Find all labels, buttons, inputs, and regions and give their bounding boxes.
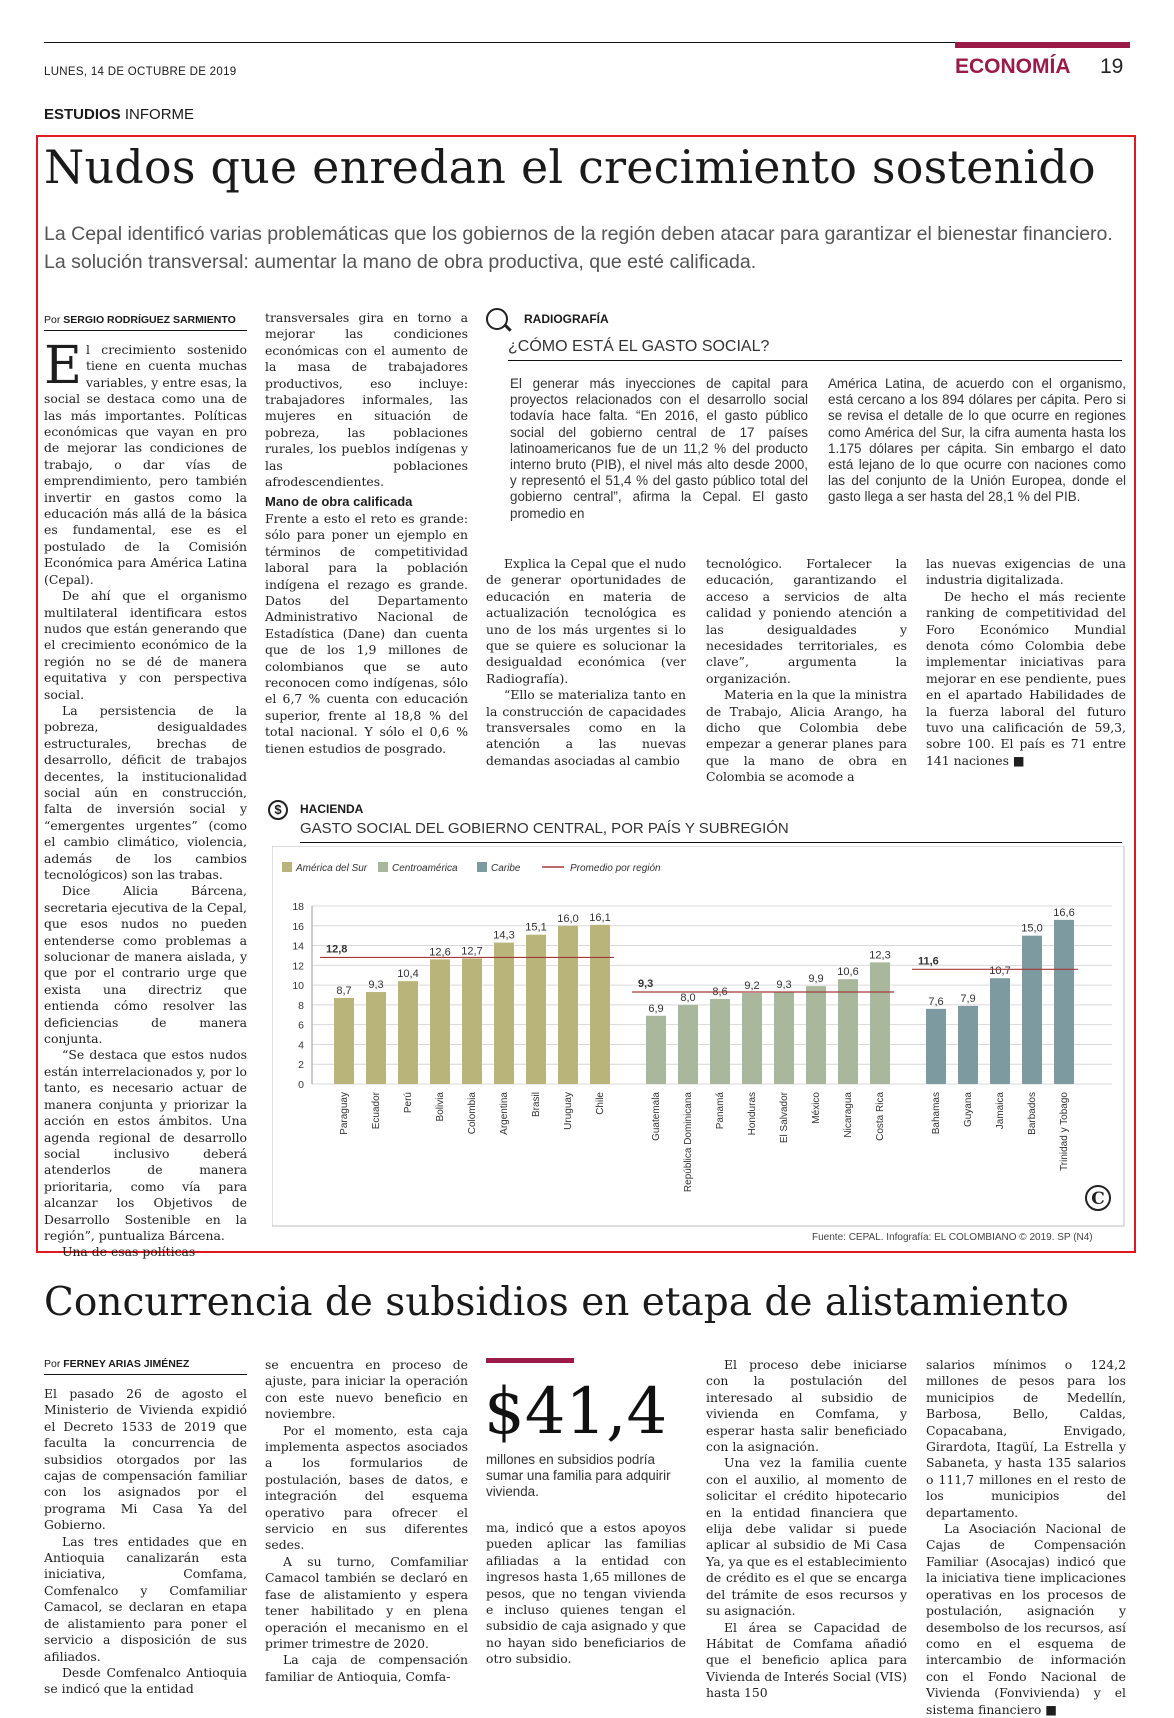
issue-date: LUNES, 14 DE OCTUBRE DE 2019 xyxy=(44,66,237,78)
paragraph: Frente a esto el reto es grande: sólo para poner un ejemplo en términos de competitividad laboral para la población indígena el rezago es grande. Datos del Departamento Administrativo Nacional de Estadística (Dane) dan cuenta que de los 1,9 millones de colombianos que se auto reconocen como indígenas, sólo el 6,7 % cuenta con educación superior, frente al 18,8 % del total nacional. Y sólo el 0,6 % tienen estudios de posgrado. xyxy=(265,510,468,756)
category-label: Trinidad y Tobago xyxy=(1059,1092,1070,1171)
byline-rule xyxy=(44,1374,247,1375)
paragraph: Explica la Cepal que el nudo de generar oportunidades de educación en materia de actualización tecnológica es uno de los más urgentes si lo que se quiere es solucionar la desigualdad económica (ver Radiografía). xyxy=(486,556,686,686)
paragraph xyxy=(44,336,247,588)
average-label: 11,6 xyxy=(918,955,939,968)
bar xyxy=(838,979,858,1084)
y-tick-label: 6 xyxy=(298,1019,304,1032)
radiografia-rule xyxy=(508,360,1122,361)
bar-value-label: 7,9 xyxy=(960,992,976,1005)
legend-entry: Caribe xyxy=(491,863,521,874)
category-label: Costa Rica xyxy=(875,1092,886,1141)
average-label: 9,3 xyxy=(638,978,654,991)
category-label: Panamá xyxy=(715,1092,726,1130)
byline-prefix: Por xyxy=(44,1358,61,1370)
article2-title: Concurrencia de subsidios en etapa de alistamiento xyxy=(44,1280,1069,1325)
bar xyxy=(806,986,826,1084)
bar-value-label: 16,1 xyxy=(589,911,611,924)
dollar-icon: $ xyxy=(268,800,288,820)
article-column-2 xyxy=(265,310,468,757)
radiografia-title: ¿CÓMO ESTÁ EL GASTO SOCIAL? xyxy=(508,338,770,355)
bar xyxy=(462,958,482,1084)
bar-value-label: 16,6 xyxy=(1053,906,1075,919)
bar-value-label: 9,3 xyxy=(776,979,792,992)
article-deck: La Cepal identificó varias problemáticas que los gobiernos de la región deben atacar para garantizar el bienestar financiero. La solución transversal: aumentar la mano de obra productiva, que esté calificada. xyxy=(44,223,1113,273)
paragraph: Desde Comfenalco Antioquia se indicó que la entidad xyxy=(44,1664,247,1697)
bar xyxy=(590,925,610,1084)
bar xyxy=(742,993,762,1084)
y-tick-label: 4 xyxy=(298,1039,304,1052)
bar xyxy=(958,1006,978,1084)
y-tick-label: 10 xyxy=(292,980,304,993)
bar-value-label: 12,3 xyxy=(869,949,891,962)
bar-value-label: 8,0 xyxy=(680,991,696,1004)
y-tick-label: 14 xyxy=(292,940,304,953)
bar xyxy=(558,926,578,1084)
y-tick-label: 16 xyxy=(292,920,304,933)
paragraph: “Ello se materializa tanto en la construcción de capacidades transversales como en la atención a las nuevas demandas asociadas al cambio xyxy=(486,687,686,768)
bar xyxy=(1054,920,1074,1084)
category-label: México xyxy=(811,1092,822,1124)
bar xyxy=(366,992,386,1084)
category-label: Uruguay xyxy=(563,1092,574,1130)
average-label: 12,8 xyxy=(326,943,348,956)
category-label: Barbados xyxy=(1027,1092,1038,1135)
bar-value-label: 7,6 xyxy=(928,995,944,1008)
chart xyxy=(272,846,1128,1232)
bar xyxy=(430,959,450,1084)
bar-value-label: 14,3 xyxy=(493,929,515,942)
article2-column-3 xyxy=(486,1520,686,1668)
bar-value-label: 9,2 xyxy=(744,980,760,993)
legend-swatch xyxy=(378,862,388,872)
paragraph: Dice Alicia Bárcena, secretaria ejecutiva de la Cepal, que esos nudos no pueden entenderse como problemas a solucionar de manera aislada, y que por el contrario urge que exista una directriz que entienda cómo resolver las deficiencias de manera conjunta. xyxy=(44,883,247,1047)
article-column-4 xyxy=(706,556,907,786)
paragraph: La caja de compensación familiar de Antioquia, Comfa- xyxy=(265,1652,468,1684)
category-label: Nicaragua xyxy=(843,1092,854,1138)
category-label: Chile xyxy=(595,1092,606,1115)
radiografia-text-right: América Latina, de acuerdo con el organismo, está cercano a los 894 dólares per cápita. Pero si se revisa el detalle de lo que ocurre en regiones como América del Sur, la cifra aumenta hasta los 1.175 dólares per cápita. Sin embargo el dato está lejano de lo que ocurre con naciones como las del conjunto de la Unión Europea, donde el gasto llega a ser hasta del 28,1 % del PIB. xyxy=(828,376,1126,505)
bar xyxy=(926,1009,946,1084)
byline-rule xyxy=(44,330,247,331)
category-label: Honduras xyxy=(747,1092,758,1136)
bar xyxy=(710,999,730,1084)
legend-entry: Promedio por región xyxy=(570,863,661,874)
bar xyxy=(1022,936,1042,1084)
article2-column-4 xyxy=(706,1357,907,1702)
category-label: Perú xyxy=(403,1092,414,1114)
category-label: Ecuador xyxy=(371,1092,382,1130)
paragraph: las nuevas exigencias de una industria digitalizada. xyxy=(926,556,1126,588)
category-label: Colombia xyxy=(467,1092,478,1135)
stat-value: $41,4 xyxy=(484,1375,668,1449)
radiografia-text-left: El generar más inyecciones de capital para proyectos relacionados con el desarrollo social todavía hace falta. “En 2016, el gasto público social del gobierno central de 17 países latinoamericanos fue de un 11,2 % del producto interno bruto (PIB), el nivel más alto desde 2000, y representó el 51,4 % del gasto público total del gobierno central”, afirma la Cepal. El gasto promedio en xyxy=(510,376,808,521)
legend-swatch xyxy=(282,862,292,872)
bar-value-label: 15,1 xyxy=(525,921,547,934)
category-label: República Dominicana xyxy=(683,1092,694,1193)
bar-value-label: 9,9 xyxy=(808,973,824,986)
legend-entry: América del Sur xyxy=(296,863,368,874)
paragraph: La persistencia de la pobreza, desigualdades estructurales, brechas de desarrollo, déficit de trabajos decentes, la institucionalidad social aún en construcción, falta de inversión social y “emergentes urgentes” (como el cambio climático, violencia, además de los cambios tecnológicos) son las trabas. xyxy=(44,702,247,882)
bar xyxy=(774,992,794,1084)
y-tick-label: 18 xyxy=(292,901,304,913)
paragraph: La Asociación Nacional de Cajas de Compensación Familiar (Asocajas) indicó que la iniciativa tiene implicaciones operativas en los procesos de postulación, asignación y desembolso de los recursos, así como en el esquema de intercambio de información con el Fondo Nacional de Vivienda (Fonvivienda) y el sistema financiero ■ xyxy=(926,1521,1126,1717)
paragraph: tecnológico. Fortalecer la educación, garantizando el acceso a servicios de alta calidad y poniendo atención a las desigualdades y necesidades territoriales, es clave”, argumenta la organización. xyxy=(706,556,907,686)
byline-name: SERGIO RODRÍGUEZ SARMIENTO xyxy=(63,314,236,326)
kicker-light: INFORME xyxy=(124,106,195,123)
article2-column-1 xyxy=(44,1386,247,1698)
category-label: Bolivia xyxy=(435,1092,446,1122)
paragraph: Una vez la familia cuente con el auxilio, al momento de solicitar el crédito hipotecario en la entidad financiera que elija debe validar si puede aplicar al subsidio de Mi Casa Ya, ya que es el establecimiento de crédito es el que se encarga del trámite de esos recursos y su asignación. xyxy=(706,1455,907,1619)
paragraph: De ahí que el organismo multilateral identificara estos nudos que están generando que el crecimiento económico de la región no se dé de manera equitativa y con perspectiva social. xyxy=(44,588,247,702)
bar-value-label: 8,7 xyxy=(336,984,352,997)
byline-name: FERNEY ARIAS JIMÉNEZ xyxy=(63,1358,190,1370)
kicker xyxy=(44,106,194,123)
subhead: Mano de obra calificada xyxy=(265,494,413,510)
article-title: Nudos que enredan el crecimiento sostenido xyxy=(44,140,1096,194)
bar xyxy=(646,1016,666,1084)
category-label: El Salvador xyxy=(779,1092,790,1144)
bar-value-label: 6,9 xyxy=(648,1002,664,1015)
paragraph: se encuentra en proceso de ajuste, para iniciar la operación con este nuevo beneficio en noviembre. xyxy=(265,1357,468,1422)
bar-value-label: 12,7 xyxy=(461,945,483,958)
paragraph: Por el momento, esta caja implementa aspectos asociados a los formularios de postulación, bases de datos, e integración del esquema operativo para ofrecer el servicio en sus diferentes sedes. xyxy=(265,1422,468,1553)
paragraph: De hecho el más reciente ranking de competitividad del Foro Económico Mundial denota cómo Colombia debe implementar iniciativas para mejorar en ese pendiente, pues en el apartado Habilidades de la fuerza laboral del futuro tuvo una calificación de 59,3, sobre 100. El país es 71 entre 141 naciones ■ xyxy=(926,588,1126,768)
y-tick-label: 12 xyxy=(292,960,304,973)
kicker-bold: ESTUDIOS xyxy=(44,106,121,123)
bar-value-label: 8,6 xyxy=(712,985,728,998)
chart-title: GASTO SOCIAL DEL GOBIERNO CENTRAL, POR PAÍS Y SUBREGIÓN xyxy=(300,820,789,837)
page-number: 19 xyxy=(1100,55,1124,78)
stat-accent-bar xyxy=(486,1358,574,1363)
bar xyxy=(334,998,354,1084)
bar xyxy=(990,978,1010,1084)
article-column-3 xyxy=(486,556,686,769)
section-name: ECONOMÍA xyxy=(955,55,1071,78)
stat-caption: millones en subsidios podría sumar una familia para adquirir vivienda. xyxy=(486,1452,671,1499)
legend-entry: Centroamérica xyxy=(392,863,458,874)
paragraph: Materia en la que la ministra de Trabajo, Alicia Arango, ha dicho que Colombia debe empezar a generar planes para que la mano de obra en Colombia se acomode a xyxy=(706,687,907,785)
bar-value-label: 16,0 xyxy=(557,912,579,925)
article-column-1 xyxy=(44,336,247,1261)
bar xyxy=(398,981,418,1084)
y-tick-label: 0 xyxy=(298,1079,304,1091)
bar-value-label: 10,6 xyxy=(837,966,859,979)
publisher-logo: C xyxy=(1091,1189,1105,1209)
category-label: Guyana xyxy=(963,1092,974,1128)
y-tick-label: 8 xyxy=(298,999,304,1012)
category-label: Bahamas xyxy=(931,1092,942,1135)
paragraph: Las tres entidades que en Antioquia canalizarán esta iniciativa, Comfama, Comfenalco y Comfamiliar Camacol, se declaran en etapa de alistamiento para poner el servicio a disposición de sus afiliados. xyxy=(44,1533,247,1664)
paragraph: El proceso debe iniciarse con la postulación del interesado al subsidio de vivienda en Comfama, y esperar hasta salir beneficiado con la asignación. xyxy=(706,1357,907,1455)
category-label: Jamaica xyxy=(995,1092,1006,1130)
bar xyxy=(678,1005,698,1084)
radiografia-label: RADIOGRAFÍA xyxy=(524,312,609,326)
bar-value-label: 15,0 xyxy=(1021,922,1043,935)
category-label: Argentina xyxy=(499,1092,510,1135)
bar-value-label: 10,4 xyxy=(397,968,419,981)
legend-swatch xyxy=(477,862,487,872)
paragraph: salarios mínimos o 124,2 millones de pesos para los municipios de Medellín, Barbosa, Bello, Caldas, Copacabana, Envigado, Girardota, Itagüí, La Estrella y Sabaneta, y hasta 135 salarios o 111,7 millones en el resto de los municipios del departamento. xyxy=(926,1357,1126,1520)
section-accent-bar xyxy=(955,42,1130,48)
paragraph: transversales gira en torno a mejorar las condiciones económicas con el aumento de la masa de trabajadores productivos, eso incluye: trabajadores informales, las mujeres en situación de pobreza, las poblaciones rurales, los pueblos indígenas y las poblaciones afrodescendientes. xyxy=(265,310,468,490)
chart-source: Fuente: CEPAL. Infografía: EL COLOMBIANO © 2019. SP (N4) xyxy=(812,1232,1093,1243)
paragraph: El pasado 26 de agosto el Ministerio de Vivienda expidió el Decreto 1533 de 2019 que faculta la concurrencia de subsidios otorgados por las cajas de compensación familiar con los asignados por el programa Mi Casa Ya del Gobierno. xyxy=(44,1386,247,1533)
bar xyxy=(870,962,890,1084)
byline-2 xyxy=(44,1358,189,1370)
category-label: Guatemala xyxy=(651,1092,662,1141)
byline xyxy=(44,314,236,326)
bar-value-label: 10,7 xyxy=(989,965,1011,978)
bar-value-label: 12,6 xyxy=(429,946,451,959)
byline-prefix: Por xyxy=(44,314,61,326)
bar xyxy=(494,943,514,1084)
paragraph-text-rest: l crecimiento sostenido tiene en cuenta muchas variables, y entre esas, la social se destaca como una de las más importantes. Políticas económicas que vayan en pro de mejorar las condiciones de trabajo, o dar vías de emprendimiento, pero también invertir en gastos como la educación más allá de la básica es fundamental, ese es el postulado de la Comisión Económica para América Latina (Cepal). xyxy=(44,342,247,587)
paragraph: Una de esas políticas xyxy=(62,1244,196,1260)
paragraph: El área se Capacidad de Hábitat de Comfama añadió que el beneficio aplica para Vivienda de Interés Social (VIS) hasta 150 xyxy=(706,1619,907,1701)
paragraph: ma, indicó que a estos apoyos pueden aplicar las familias afiliadas a la entidad con ingresos hasta 1,65 millones de pesos, que no tengan vivienda e incluso quienes tengan el subsidio de caja asignado y que no hayan sido beneficiarios de otro subsidio. xyxy=(486,1520,686,1667)
paragraph: A su turno, Comfamiliar Camacol también se declaró en fase de alistamiento y espera tener habilitado y en plena operación el mecanismo en el primer trimestre de 2020. xyxy=(265,1553,468,1651)
chart-title-rule xyxy=(300,842,1122,843)
article2-column-5 xyxy=(926,1357,1126,1718)
bar-value-label: 9,3 xyxy=(368,979,384,992)
category-label: Brasil xyxy=(531,1092,542,1118)
y-tick-label: 2 xyxy=(298,1059,304,1072)
article2-column-2 xyxy=(265,1357,468,1685)
hacienda-label: HACIENDA xyxy=(300,802,364,816)
dropcap: E xyxy=(44,336,82,396)
article-column-5 xyxy=(926,556,1126,769)
category-label: Paraguay xyxy=(339,1092,350,1135)
paragraph: “Se destaca que estos nudos están interrelacionados y, por lo tanto, es necesario actuar de manera conjunta y priorizar la acción en estos ámbitos. Una agenda regional de desarrollo social inclusivo deberá atenderlos de manera prioritaria, como vía para alcanzar los Objetivos de Desarrollo Sostenible en la región”, puntualiza Bárcena. xyxy=(44,1047,247,1243)
